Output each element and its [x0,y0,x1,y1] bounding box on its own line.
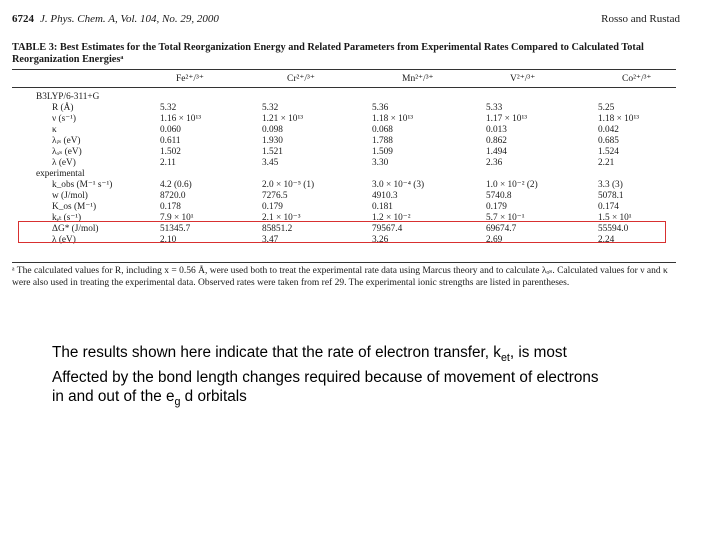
table-cell: 2.10 [160,235,177,245]
table-cell: 55594.0 [598,224,629,234]
table-cell: 4910.3 [372,191,398,201]
table-cell: 0.179 [486,202,507,212]
table-bottom-rule [12,262,676,263]
table-cell: 5.7 × 10⁻¹ [486,213,525,223]
table-title: TABLE 3: Best Estimates for the Total Reorganization Energy and Related Parameters from Experimental Rates Compared to Calculated Total Reorganization Energiesᵃ [12,42,644,65]
table-cell: 0.013 [486,125,507,135]
ket-row-highlight [18,221,666,243]
table-cell: 69674.7 [486,224,517,234]
table-cell: 3.3 (3) [598,180,623,190]
page-number: 6724 [12,13,34,25]
table-cell: 5.25 [598,103,615,113]
row-label: ν (s⁻¹) [52,114,77,124]
table-cell: 1.21 × 10¹³ [262,114,304,124]
table-cell: 0.181 [372,202,393,212]
table-cell: 0.862 [486,136,507,146]
table-cell: 1.524 [598,147,619,157]
column-header: Fe²⁺/³⁺ [176,74,204,84]
table-cell: 5.32 [160,103,177,113]
table-row [0,180,700,191]
table-cell: 0.042 [598,125,619,135]
summary-line-2: Affected by the bond length changes required because of movement of electrons [52,369,599,387]
table-cell: 3.30 [372,158,389,168]
column-header: Mn²⁺/³⁺ [402,74,434,84]
row-label: k_obs (M⁻¹ s⁻¹) [52,180,113,190]
table-cell: 0.068 [372,125,393,135]
table-cell: 2.24 [598,235,615,245]
table-cell: 1.509 [372,147,393,157]
column-header: V²⁺/³⁺ [510,74,536,84]
table-cell: 3.26 [372,235,389,245]
table-cell: 3.45 [262,158,279,168]
table-cell: 5.33 [486,103,503,113]
row-label: experimental [36,169,85,179]
journal-citation: J. Phys. Chem. A, Vol. 104, No. 29, 2000 [40,13,219,25]
table-row [0,191,700,202]
table-row [0,158,700,169]
table-cell: 51345.7 [160,224,191,234]
table-footnote: ᵃ The calculated values for R, including x = 0.56 Å, were used both to treat the experimental rate data using Marcus theory and to calculate λₒₛ. Calculated values for ν and κ were also used in treating the experimental data. Observed rates were taken from ref 29. The experimental ionic strengths are listed in parentheses. [12,266,668,288]
table-cell: 5740.8 [486,191,512,201]
table-cell: 2.69 [486,235,503,245]
table-cell: 1.17 × 10¹³ [486,114,528,124]
column-header: Cr²⁺/³⁺ [287,74,315,84]
row-label: λ (eV) [52,235,76,245]
table-cell: 2.21 [598,158,615,168]
table-cell: 4.2 (0.6) [160,180,192,190]
table-cell: 1.502 [160,147,181,157]
column-header: Co²⁺/³⁺ [622,74,652,84]
table-cell: 0.060 [160,125,181,135]
table-cell: 3.47 [262,235,279,245]
summary-line-3: in and out of the $e_g$ d orbitals [52,388,247,409]
row-label: λₒₛ (eV) [52,147,82,157]
table-row [0,147,700,158]
table-cell: 0.179 [262,202,283,212]
table-row [0,114,700,125]
table-row [0,202,700,213]
table-cell: 8720.0 [160,191,186,201]
table-cell: 85851.2 [262,224,293,234]
summary-line-1: The results shown here indicate that the rate of electron transfer, $k_{et}$, is most [52,344,567,365]
row-label: λ (eV) [52,158,76,168]
table-cell: 0.685 [598,136,619,146]
table-cell: 1.16 × 10¹³ [160,114,202,124]
row-label: κ [52,125,57,135]
table-cell: 2.1 × 10⁻³ [262,213,301,223]
authors: Rosso and Rustad [601,13,680,25]
table-row [0,136,700,147]
table-cell: 1.2 × 10⁻² [372,213,411,223]
table-cell: 2.0 × 10⁻⁵ (1) [262,180,315,190]
table-cell: 0.174 [598,202,619,212]
table-cell: 1.521 [262,147,283,157]
row-label: B3LYP/6-311+G [36,92,100,102]
table-cell: 5.32 [262,103,279,113]
table-cell: 2.36 [486,158,503,168]
table-cell: 7.9 × 10¹ [160,213,194,223]
table-cell: 1.788 [372,136,393,146]
table-cell: 1.18 × 10¹³ [598,114,640,124]
table-cell: 0.098 [262,125,283,135]
table-cell: 0.611 [160,136,181,146]
row-label: K_os (M⁻¹) [52,202,97,212]
row-label: ΔG* (J/mol) [52,224,99,234]
table-header-rule [12,87,676,88]
summary-text [52,343,720,412]
table-cell: 79567.4 [372,224,403,234]
table-row [0,92,700,103]
table-cell: 7276.5 [262,191,288,201]
table-cell: 1.18 × 10¹³ [372,114,414,124]
table-cell: 3.0 × 10⁻⁴ (3) [372,180,425,190]
row-label: R (Å) [52,103,74,113]
table-cell: 2.11 [160,158,176,168]
row-label: kₑₜ (s⁻¹) [52,213,82,223]
table-row [0,125,700,136]
table-cell: 1.930 [262,136,283,146]
table-cell: 1.5 × 10¹ [598,213,632,223]
row-label: λᵢₛ (eV) [52,136,81,146]
table-cell: 0.178 [160,202,181,212]
table-cell: 1.0 × 10⁻² (2) [486,180,538,190]
table-cell: 5.36 [372,103,389,113]
table-row [0,169,700,180]
table-cell: 1.494 [486,147,507,157]
row-label: w (J/mol) [52,191,88,201]
table-cell: 5078.1 [598,191,624,201]
table-row [0,103,700,114]
table-top-rule [12,69,676,70]
